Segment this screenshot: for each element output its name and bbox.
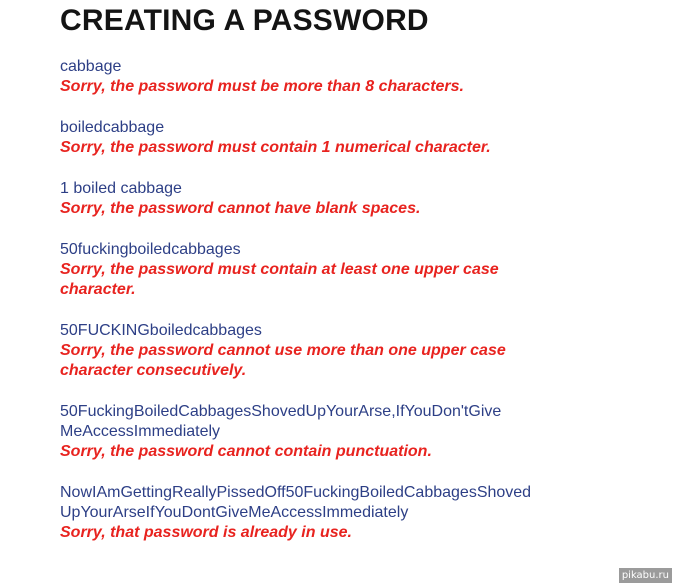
attempt-item xyxy=(60,402,650,462)
password-attempt: boiledcabbage xyxy=(60,119,165,136)
error-message-continued: character. xyxy=(60,281,136,298)
attempt-item xyxy=(60,321,650,381)
error-message: Sorry, the password cannot contain punctuation. xyxy=(60,443,432,460)
error-message-continued: character consecutively. xyxy=(60,362,247,379)
password-attempt: 50FUCKINGboiledcabbages xyxy=(60,322,262,339)
error-message: Sorry, that password is already in use. xyxy=(60,524,352,541)
password-attempt: 1 boiled cabbage xyxy=(60,180,182,197)
attempt-item xyxy=(60,57,650,97)
password-attempt-continued: UpYourArseIfYouDontGiveMeAccessImmediately xyxy=(60,504,409,521)
error-message: Sorry, the password must contain 1 numerical character. xyxy=(60,139,491,156)
attempt-item xyxy=(60,118,650,158)
attempt-item xyxy=(60,179,650,219)
error-message: Sorry, the password cannot have blank spaces. xyxy=(60,200,421,217)
error-message: Sorry, the password cannot use more than one upper case xyxy=(60,342,506,359)
password-attempt: cabbage xyxy=(60,58,122,75)
password-attempt: NowIAmGettingReallyPissedOff50FuckingBoiledCabbagesShoved xyxy=(60,484,532,501)
password-comic xyxy=(60,0,670,586)
attempt-item xyxy=(60,483,650,543)
password-attempt: 50FuckingBoiledCabbagesShovedUpYourArse,IfYouDon'tGive xyxy=(60,403,502,420)
password-attempt: 50fuckingboiledcabbages xyxy=(60,241,241,258)
attempts-list xyxy=(60,57,650,543)
attempt-item xyxy=(60,240,650,300)
page-title: CREATING A PASSWORD xyxy=(60,4,429,37)
password-attempt-continued: MeAccessImmediately xyxy=(60,423,221,440)
error-message: Sorry, the password must be more than 8 characters. xyxy=(60,78,464,95)
watermark-label: pikabu.ru xyxy=(619,568,672,583)
error-message: Sorry, the password must contain at least one upper case xyxy=(60,261,499,278)
